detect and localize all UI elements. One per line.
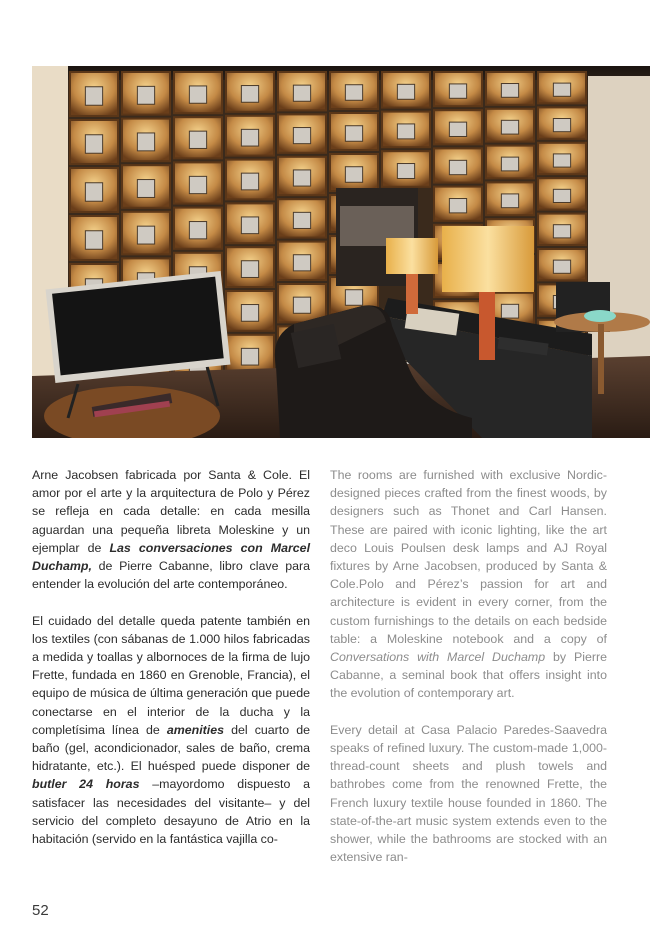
spanish-paragraph-2 (32, 612, 310, 849)
framed-photo (85, 87, 102, 105)
framed-photo (449, 84, 466, 98)
framed-photo (449, 199, 466, 213)
framed-photo (553, 225, 570, 238)
teal-dish (584, 310, 616, 322)
framed-photo (501, 194, 518, 208)
framed-photo (345, 167, 362, 183)
framed-photo (345, 126, 362, 142)
framed-photo (137, 86, 154, 104)
english-paragraph-2 (330, 721, 607, 867)
spanish-text-column (32, 466, 310, 866)
framed-photo (241, 173, 258, 190)
english-paragraph-1 (330, 466, 607, 703)
framed-photo (293, 170, 310, 186)
framed-photo (501, 304, 518, 318)
framed-photo (553, 154, 570, 167)
framed-photo (241, 86, 258, 103)
framed-photo (501, 157, 518, 171)
framed-photo (293, 255, 310, 271)
book-title: Conversations with Marcel Duchamp (330, 650, 546, 665)
framed-photo (449, 122, 466, 136)
framed-photo (241, 305, 258, 322)
framed-photo (189, 131, 206, 148)
framed-photo (553, 83, 570, 96)
hotel-room-illustration (32, 66, 650, 438)
framed-photo (137, 226, 154, 244)
framed-photo (241, 348, 258, 365)
tv-screen (52, 277, 224, 376)
book-title: Las conversaciones con Marcel Duchamp, (32, 540, 311, 574)
framed-photo (85, 135, 102, 153)
text-run: –mayordomo dispuesto a satisfacer las necesidades del visitante– y del servicio del completo desayuno de Atrio en la habitación (servido en la fantástica vajilla co- (32, 777, 310, 847)
framed-photo (345, 85, 362, 101)
framed-photo (189, 222, 206, 239)
framed-photo (85, 231, 102, 249)
framed-photo (137, 133, 154, 151)
framed-photo (293, 85, 310, 101)
text-run: Arne Jacobsen fabricada por Santa & Cole. El amor por el arte y la arquitectura de Polo y Pérez se refleja en cada detalle: en cada mesilla aguardan una pequeña libreta Moleskine y un ejemplar de (32, 468, 310, 555)
text-run: The rooms are furnished with exclusive Nordic-designed pieces crafted from the finest woods, by designers such as Thonet and Carl Hansen. These are paired with iconic lighting, like the art deco Louis Poulsen desk lamps and AJ Royal fixtures by Arne Jacobsen, produced by Santa & Cole.Polo and Pérez’s passion for art and architecture is evident in every corner, from the custom furnishings to the details on each bedside table: a Moleskine notebook and a copy of (330, 468, 607, 646)
framed-photo (85, 183, 102, 201)
text-run: El cuidado del detalle queda patente también en los textiles (con sábanas de 1.000 hilos fabricadas a medida y toallas y albornoces de la firma de lujo Frette, fundada en 1860 en Grenoble, Francia), el equipo de música de última generación que puede conectarse en el interior de la ducha y la completísima línea de (32, 613, 310, 737)
text-run: by Pierre Cabanne, a seminal book that offers insight into the evolution of contemporary art. (330, 650, 607, 701)
amenities-term: amenities (166, 722, 225, 737)
framed-photo (293, 297, 310, 313)
framed-photo (397, 164, 414, 179)
butler-term: butler 24 horas (32, 777, 140, 792)
framed-photo (241, 217, 258, 234)
framed-photo (189, 86, 206, 103)
framed-photo (137, 180, 154, 198)
english-text-column (330, 466, 607, 885)
framed-photo (345, 290, 362, 306)
framed-photo (553, 119, 570, 132)
framed-photo (553, 189, 570, 202)
text-run: Every detail at Casa Palacio Paredes-Saavedra speaks of refined luxury. The custom-made 1,000-thread-count sheets and plush towels and bathrobes come from the renowned Frette, the French luxury textile house founded in 1860. The state-of-the-art music system extends even to the shower, while the bathrooms are stocked with an extensive ran- (330, 722, 607, 865)
hotel-room-photo (32, 66, 650, 438)
text-run: de Pierre Cabanne, libro clave para entender la evolución del arte contemporáneo. (32, 559, 310, 592)
framed-photo (241, 261, 258, 278)
spanish-paragraph-1 (32, 466, 310, 593)
framed-photo (293, 128, 310, 144)
framed-photo (397, 124, 414, 139)
framed-photo (501, 84, 518, 98)
framed-photo (553, 260, 570, 273)
framed-photo (241, 129, 258, 146)
page-number: 52 (32, 902, 49, 919)
text-run: del cuarto de baño (gel, acondicionador, sales de baño, crema hidratante, etc.). El huésped puede disponer de (32, 722, 310, 774)
framed-photo (293, 212, 310, 228)
framed-photo (449, 160, 466, 174)
framed-photo (501, 120, 518, 134)
framed-photo (189, 176, 206, 193)
framed-photo (397, 84, 414, 99)
